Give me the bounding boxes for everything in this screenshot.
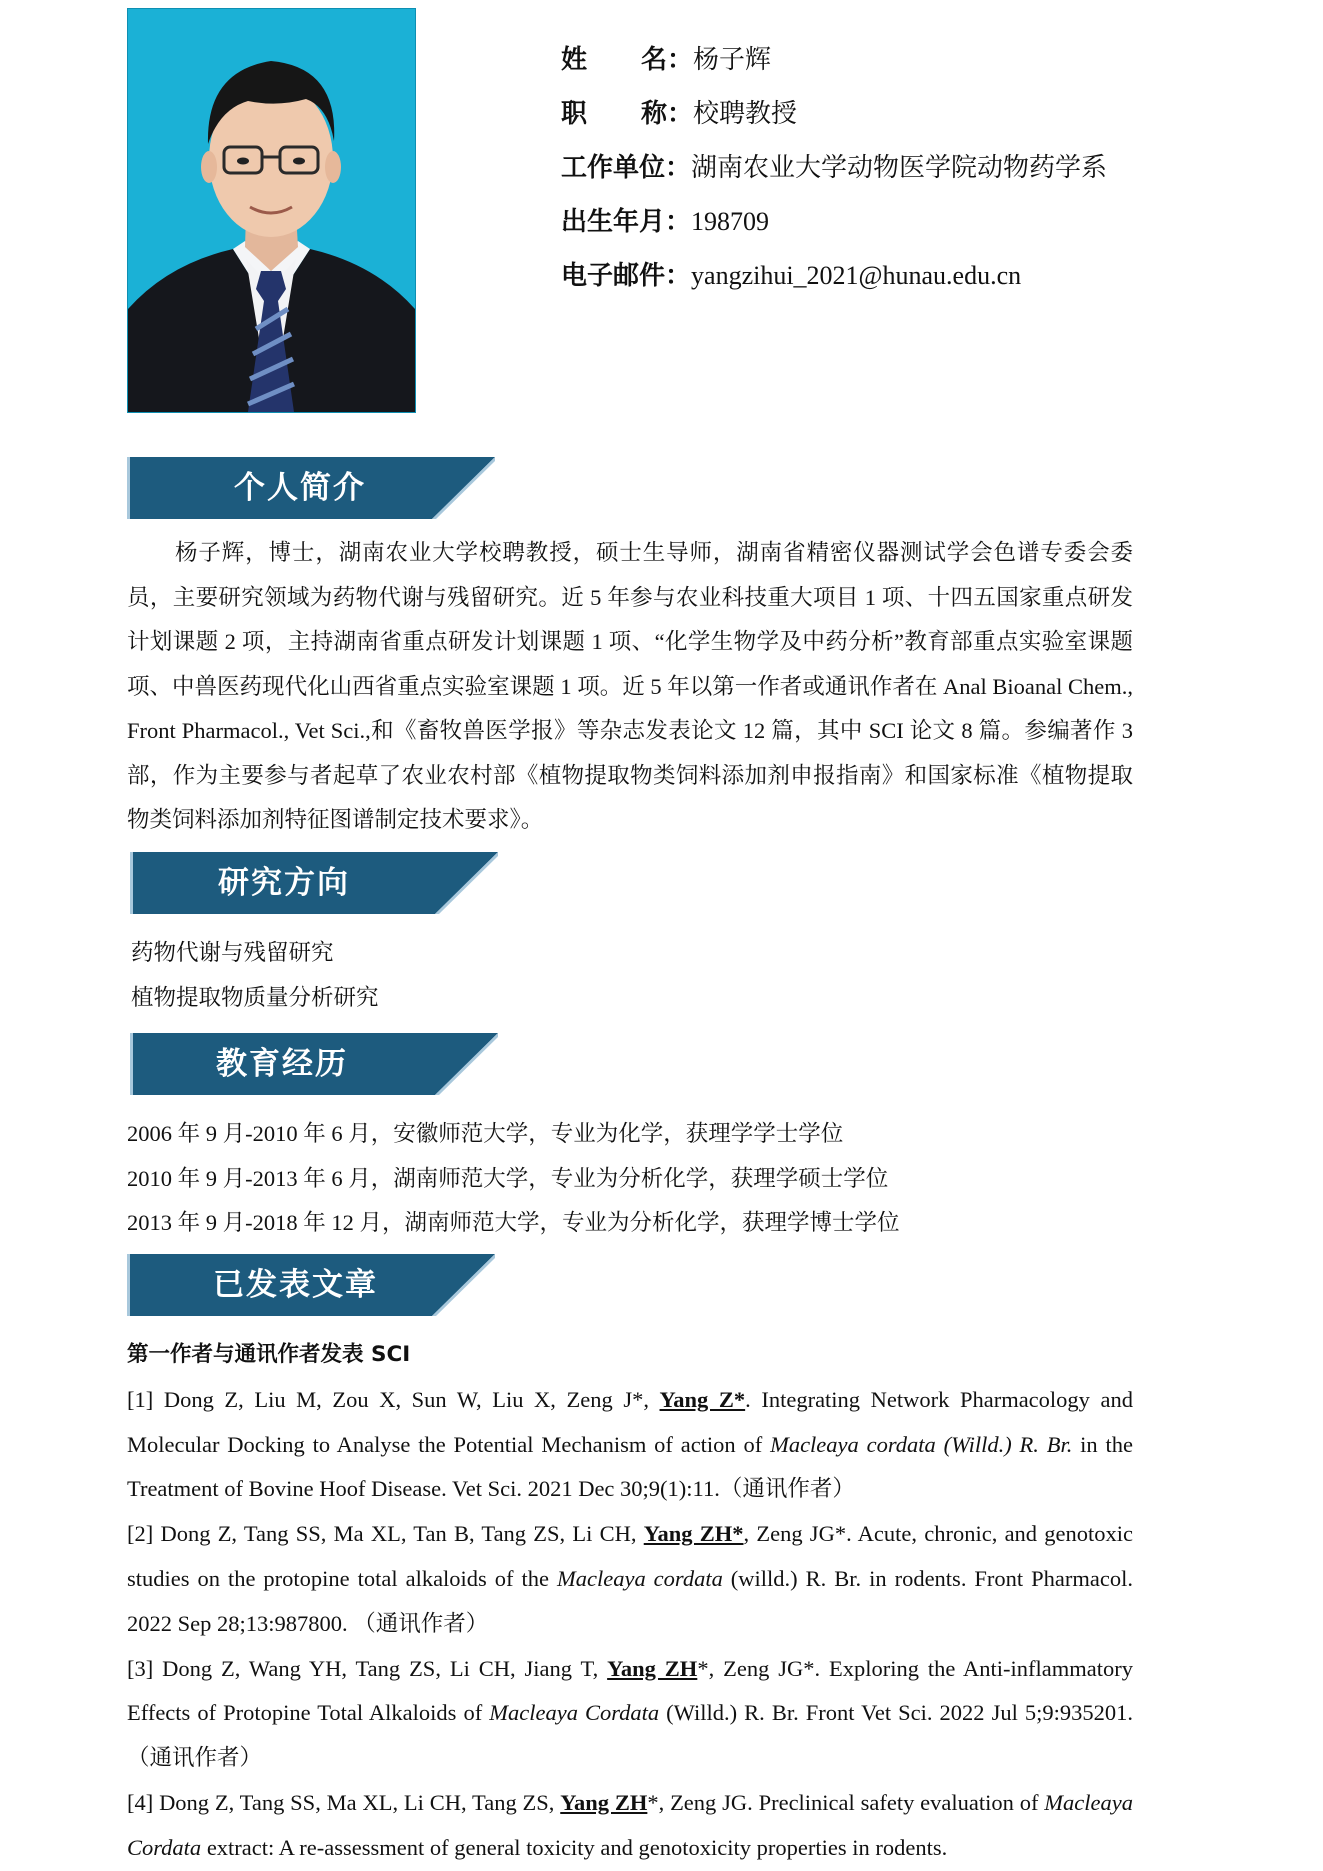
info-unit-row: 工作单位 ： 湖南农业大学动物医学院动物药学系 (561, 141, 1107, 195)
list-item: 2010 年 9 月-2013 年 6 月，湖南师范大学，专业为分析化学，获理学硕士学位 (127, 1165, 889, 1191)
section-banner-intro (127, 457, 495, 519)
publication-item: [1] Dong Z, Liu M, Zou X, Sun W, Liu X, Zeng J*, Yang Z*. Integrating Network Pharmacology and Molecular Docking to Analyse the Potential Mechanism of action of Macleaya cordata (Willd.) R. Br. in the Treatment of Bovine Hoof Disease. Vet Sci. 2021 Dec 30;9(1):11.（通讯作者） (127, 1386, 1133, 1502)
unit-label: 工作单位 (561, 153, 666, 183)
info-name-row: 姓 名 ： 杨子辉 (561, 33, 1107, 87)
unit-value: 湖南农业大学动物医学院动物药学系 (691, 153, 1108, 183)
research-list (131, 931, 379, 1020)
section-title-research: 研究方向 (218, 865, 350, 901)
section-banner-research (130, 852, 498, 914)
section-title-publications: 已发表文章 (213, 1267, 378, 1303)
publication-item: [4] Dong Z, Tang SS, Ma XL, Li CH, Tang ZS, Yang ZH*, Zeng JG. Preclinical safety evaluation of Macleaya Cordata extract: A re-assessment of general toxicity and genotoxicity properties in rodents. (127, 1789, 1133, 1860)
birth-value: 198709 (691, 207, 770, 236)
publication-item: [2] Dong Z, Tang SS, Ma XL, Tan B, Tang ZS, Li CH, Yang ZH*, Zeng JG*. Acute, chronic, and genotoxic studies on the protopine total alkaloids of the Macleaya cordata (willd.) R. Br. in rodents. Front Pharmacol. 2022 Sep 28;13:987800. （通讯作者） (127, 1521, 1134, 1636)
list-item: 药物代谢与残留研究 (131, 940, 334, 965)
name-label: 姓 名 (561, 45, 667, 75)
personal-info (561, 33, 1107, 303)
info-title-row: 职 称 ： 校聘教授 (561, 87, 1107, 141)
section-banner-education (130, 1033, 498, 1095)
email-label: 电子邮件 (561, 261, 666, 291)
section-title-education: 教育经历 (216, 1046, 348, 1082)
email-value: yangzihui_2021@hunau.edu.cn (691, 261, 1022, 290)
title-label: 职 称 (561, 99, 667, 129)
list-item: 2006 年 9 月-2010 年 6 月，安徽师范大学，专业为化学，获理学学士学位 (127, 1121, 844, 1146)
list-item: 植物提取物质量分析研究 (131, 984, 379, 1010)
name-value: 杨子辉 (693, 45, 772, 75)
section-title-intro: 个人简介 (234, 470, 366, 506)
section-banner-publications (127, 1254, 495, 1316)
birth-label: 出生年月 (561, 207, 666, 237)
author-self: Yang Z* (659, 1386, 746, 1412)
author-self: Yang ZH (560, 1789, 648, 1815)
portrait-illustration (128, 9, 415, 412)
author-self: Yang ZH (607, 1655, 698, 1681)
title-value: 校聘教授 (693, 99, 798, 129)
publication-item: [3] Dong Z, Wang YH, Tang ZS, Li CH, Jiang T, Yang ZH*, Zeng JG*. Exploring the Anti-inflammatory Effects of Protopine Total Alkaloids of Macleaya Cordata (Willd.) R. Br. Front Vet Sci. 2022 Jul 5;9:935201. （通讯作者） (127, 1655, 1133, 1771)
list-item: 2013 年 9 月-2018 年 12 月，湖南师范大学，专业为分析化学，获理学博士学位 (127, 1210, 900, 1235)
education-list (127, 1112, 900, 1246)
info-birth-row: 出生年月 ： 198709 (561, 195, 1107, 249)
intro-paragraph: 杨子辉，博士，湖南农业大学校聘教授，硕士生导师，湖南省精密仪器测试学会色谱专委会委员，主要研究领域为药物代谢与残留研究。近 5 年参与农业科技重大项目 1 项、十四五国家重点研发计划课题 2 项，主持湖南省重点研发计划课题 1 项、“化学生物学及中药分析”教育部重点实验室课题项、中兽医药现代化山西省重点实验室课题 1 项。近 5 年以第一作者或通讯作者在 Anal Bioanal Chem., Front Pharmacol., Vet Sci.,和《畜牧兽医学报》等杂志发表论文 12 篇，其中 SCI 论文 8 篇。参编著作 3 部，作为主要参与者起草了农业农村部《植物提取物类饲料添加剂申报指南》和国家标准《植物提取物类饲料添加剂特征图谱制定技术要求》。 (127, 540, 1133, 832)
publications-list (127, 1333, 1133, 1871)
info-email-row: 电子邮件 ： yangzihui_2021@hunau.edu.cn (561, 249, 1107, 303)
profile-photo (127, 8, 416, 413)
author-self: Yang ZH* (643, 1521, 744, 1547)
publications-heading: 第一作者与通讯作者发表 SCI (127, 1342, 411, 1367)
